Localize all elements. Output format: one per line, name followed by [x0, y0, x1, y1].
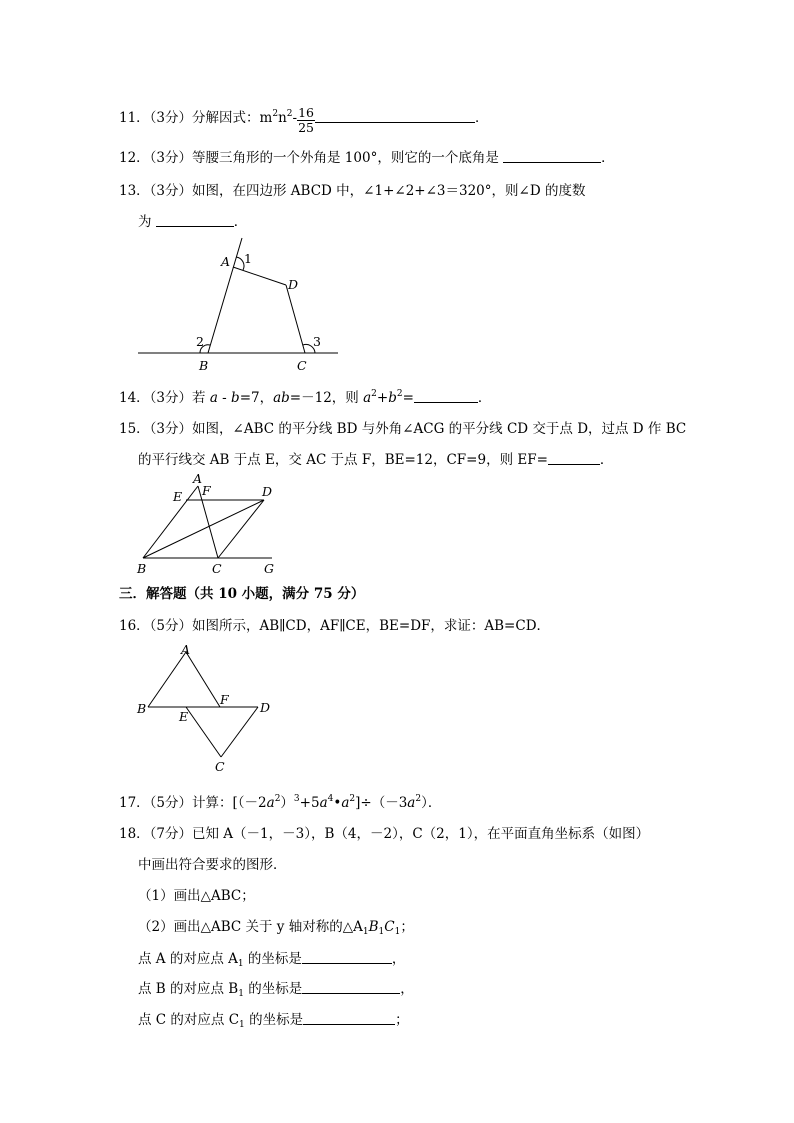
q14-a2: a	[363, 390, 372, 406]
q13-side-ad	[233, 267, 286, 285]
q13-text2: 为	[138, 214, 156, 230]
q15-line-ba	[143, 486, 198, 558]
q15-text: 15．（3分）如图，∠ABC 的平分线 BD 与外角∠ACG 的平分线 CD 交于点 D，过点 D 作 BC	[119, 421, 687, 437]
q16-label-e: E	[179, 709, 189, 724]
q18-subquestion-2	[138, 915, 414, 935]
q18-s2-sub2: 1	[378, 927, 385, 937]
q18-pa2: 的坐标是	[243, 951, 302, 967]
q18-pa-sub: 1	[237, 959, 244, 969]
q17-a4: a	[407, 795, 416, 811]
q15-end: ．	[599, 452, 614, 468]
q18-pc1: 点 C 的对应点 C	[138, 1012, 240, 1028]
q18-point-c-row	[138, 1008, 409, 1028]
q15-line-cd	[218, 500, 264, 558]
question-15-line1	[119, 417, 686, 437]
q18-pb-end: ，	[400, 981, 414, 997]
q18-a1-answer-blank[interactable]	[302, 951, 392, 964]
q18-pa-end: ，	[391, 951, 406, 967]
q17-p2: ）	[280, 795, 294, 811]
q11-fraction-den: 25	[298, 120, 314, 135]
q17-sq3: 2	[415, 794, 422, 804]
q11-end: ．	[474, 110, 489, 126]
q11-text: 11．（3分）分解因式：	[119, 110, 260, 126]
q11-exp2: 2	[286, 109, 293, 119]
q18-pc-sub: 1	[239, 1020, 245, 1030]
question-18-line1	[119, 822, 649, 842]
q18-s2b: B	[368, 919, 379, 935]
q18-pb-sub: 1	[238, 989, 244, 999]
q17-cube: 3	[293, 794, 300, 804]
q16-label-a: A	[181, 642, 191, 657]
q15-answer-blank[interactable]	[548, 452, 600, 465]
q14-ab: ab	[273, 390, 290, 406]
q18-pc-end: ；	[395, 1012, 409, 1028]
q18-c1-answer-blank[interactable]	[303, 1012, 395, 1025]
q13-label-d: D	[288, 277, 299, 292]
q18-text2: 中画出符合要求的图形．	[138, 857, 287, 873]
q18-pb1: 点 B 的对应点 B	[138, 981, 239, 997]
q18-point-a-row	[138, 947, 405, 967]
q17-a2: a	[319, 795, 328, 811]
q17-p3: +5	[299, 795, 320, 811]
q16-label-c: C	[215, 759, 225, 774]
q17-sq2: 2	[349, 794, 356, 804]
q13-text: 13．（3分）如图，在四边形 ABCD 中，∠1+∠2+∠3＝320°，则∠D 的度数	[119, 183, 586, 199]
q17-p4: ]÷（－3	[355, 795, 408, 811]
q16-line-cd	[221, 707, 258, 757]
q13-end: ．	[233, 214, 248, 230]
q14-end: ．	[477, 390, 492, 406]
q12-text: 12．（3分）等腰三角形的一个外角是 100°，则它的一个底角是	[119, 150, 504, 166]
question-16	[119, 614, 550, 634]
q15-line-bd	[143, 500, 264, 558]
q11-fraction-num: 16	[298, 105, 314, 120]
q11-exp: 2	[272, 109, 279, 119]
q16-figure	[0, 640, 794, 775]
q14-answer-blank[interactable]	[414, 390, 478, 403]
q18-s2a: （2）画出△ABC 关于 y 轴对称的△A	[138, 919, 363, 935]
q15-label-a: A	[193, 471, 203, 486]
q16-label-f: F	[220, 692, 229, 707]
q14-b2: b	[388, 390, 397, 406]
question-18-line2	[138, 853, 287, 873]
q12-end: ．	[601, 150, 615, 166]
q13-label-c: C	[297, 358, 307, 373]
q14-eq: =	[402, 390, 414, 406]
q18-s2c: C	[384, 919, 395, 935]
q14-p1: 14．（3分）若	[119, 390, 210, 406]
q13-label-1: 1	[244, 251, 252, 266]
q15-label-b: B	[137, 561, 147, 576]
q18-b1-answer-blank[interactable]	[302, 981, 400, 994]
q15-label-d: D	[262, 484, 273, 499]
q13-figure	[0, 0, 794, 380]
q13-label-b: B	[199, 358, 209, 373]
q16-line-af	[186, 652, 220, 707]
section-3-heading: 三．解答题（共 10 小题，满分 75 分）	[119, 586, 365, 602]
q15-label-c: C	[212, 561, 222, 576]
q14-p4: =－12，则	[289, 390, 364, 406]
q15-label-f: F	[202, 483, 211, 498]
q15-label-g: G	[264, 561, 274, 576]
q18-s2-sub3: 1	[394, 927, 401, 937]
q13-side-dc	[286, 285, 305, 353]
q17-p1: 17．（5分）计算：[（－2	[119, 795, 267, 811]
q17-sq1: 2	[274, 794, 281, 804]
q18-pc2: 的坐标是	[244, 1012, 304, 1028]
q11-m: m	[259, 110, 273, 126]
q18-s2d: ；	[400, 919, 414, 935]
q14-sq2: 2	[396, 389, 403, 399]
q15-figure	[0, 465, 794, 580]
q18-subquestion-1	[138, 884, 255, 904]
q14-a: a	[209, 390, 218, 406]
q17-a1: a	[266, 795, 275, 811]
q14-plus: +	[376, 390, 389, 406]
q15-text2: 的平行线交 AB 于点 E，交 AC 于点 F，BE=12，CF=9，则 EF=	[138, 452, 548, 468]
q15-label-e: E	[173, 489, 183, 504]
q17-p5: ）．	[421, 795, 442, 811]
q11-minus: -	[292, 110, 298, 126]
q13-label-2: 2	[196, 334, 204, 349]
q16-label-b: B	[137, 701, 147, 716]
q14-sq1: 2	[371, 389, 377, 399]
q16-label-d: D	[260, 700, 271, 715]
q18-pa1: 点 A 的对应点 A	[138, 951, 238, 967]
q18-s1: （1）画出△ABC；	[138, 888, 255, 904]
q13-label-3: 3	[313, 334, 321, 349]
q14-p2: -	[217, 390, 232, 406]
q14-b: b	[231, 390, 240, 406]
q16-line-ec	[186, 707, 221, 757]
q18-s2-sub1: 1	[362, 927, 369, 937]
q14-p3: =7，	[239, 390, 274, 406]
question-14	[119, 386, 491, 406]
q16-line-ab	[148, 652, 186, 707]
q16-text: 16．（5分）如图所示，AB∥CD，AF∥CE，BE=DF，求证：AB=CD．	[119, 618, 551, 634]
q18-text: 18．（7分）已知 A（－1，－3），B（4，－2），C（2，1），在平面直角坐标系（如图）	[119, 826, 650, 842]
q11-n: n	[278, 110, 287, 126]
q13-label-a: A	[221, 254, 231, 269]
q18-pb2: 的坐标是	[243, 981, 303, 997]
q17-dot: •	[333, 795, 342, 811]
q17-four: 4	[327, 794, 334, 804]
q18-point-b-row	[138, 977, 414, 997]
q17-a3: a	[341, 795, 350, 811]
question-17	[119, 791, 441, 811]
